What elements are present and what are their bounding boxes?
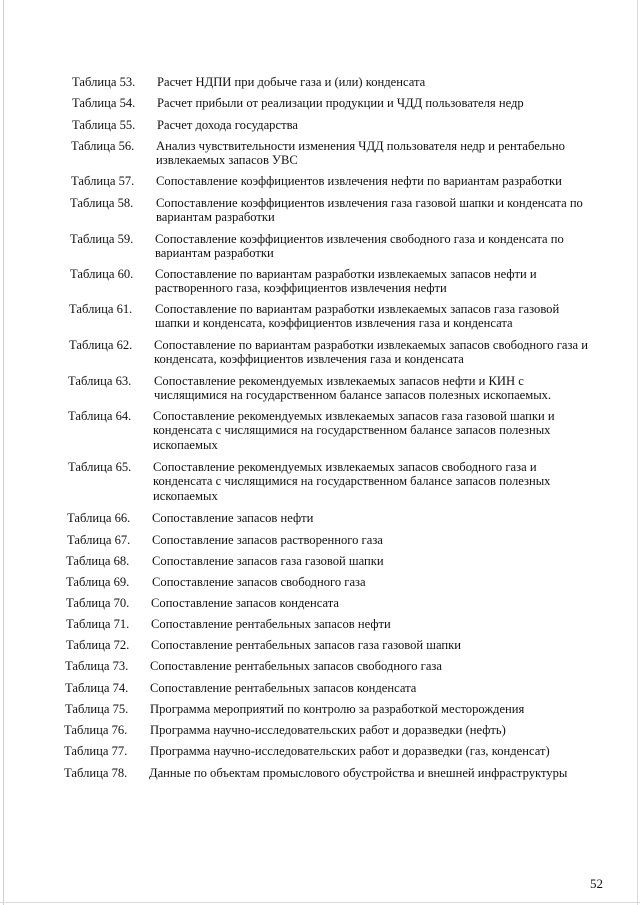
toc-entry-label: Таблица 53. <box>72 75 136 89</box>
toc-entry-label: Таблица 78. <box>64 766 128 780</box>
toc-entry-title: Сопоставление рентабельных запасов газа газовой шапки <box>151 638 462 652</box>
toc-entry-label: Таблица 64. <box>68 409 132 423</box>
toc-entry-title: Данные по объектам промыслового обустройства и внешней инфраструктуры <box>149 766 568 780</box>
toc-entry-title: Сопоставление рекомендуемых извлекаемых запасов свободного газа и конденсата с числящимися на государственном балансе запасов полезных ископаемых <box>153 460 551 503</box>
toc-entry-title: Сопоставление рентабельных запасов свободного газа <box>150 659 442 673</box>
toc-entry-title: Программа мероприятий по контролю за разработкой месторождения <box>150 702 525 716</box>
toc-entry-title: Сопоставление коэффициентов извлечения газа газовой шапки и конденсата по вариантам разработки <box>156 196 583 225</box>
toc-entry-title: Программа научно-исследовательских работ и доразведки (нефть) <box>150 723 506 737</box>
toc-entry-title: Сопоставление коэффициентов извлечения свободного газа и конденсата по вариантам разработки <box>155 232 564 261</box>
toc-entry-label: Таблица 56. <box>71 139 135 153</box>
toc-entry-title: Сопоставление запасов свободного газа <box>152 575 366 589</box>
toc-entry-title: Сопоставление рекомендуемых извлекаемых запасов нефти и КИН с числящимися на государственном балансе запасов полезных ископаемых. <box>154 374 552 403</box>
toc-entry-title: Расчет дохода государства <box>157 118 298 132</box>
toc-entry-label: Таблица 77. <box>64 744 128 758</box>
toc-entry-label: Таблица 58. <box>70 196 134 210</box>
toc-entry-title: Сопоставление коэффициентов извлечения нефти по вариантам разработки <box>156 174 562 188</box>
toc-entry-label: Таблица 69. <box>66 575 130 589</box>
toc-entry-label: Таблица 61. <box>69 302 133 316</box>
toc-entry-label: Таблица 66. <box>67 511 131 525</box>
page-number: 52 <box>590 876 603 891</box>
toc-entry-label: Таблица 68. <box>66 554 130 568</box>
toc-entry-label: Таблица 70. <box>66 596 130 610</box>
toc-entry-title: Сопоставление рентабельных запасов нефти <box>151 617 391 631</box>
toc-entry-title: Сопоставление рентабельных запасов конденсата <box>150 681 417 695</box>
toc-entry-label: Таблица 62. <box>69 338 133 352</box>
toc-entry-title: Сопоставление запасов газа газовой шапки <box>152 554 384 568</box>
toc-entry-label: Таблица 71. <box>66 617 130 631</box>
toc-entry-label: Таблица 73. <box>65 659 129 673</box>
toc-entry-label: Таблица 54. <box>72 96 136 110</box>
toc-entry-title: Сопоставление запасов растворенного газа <box>152 533 383 547</box>
toc-entry-label: Таблица 57. <box>71 174 135 188</box>
toc-entry-label: Таблица 59. <box>70 232 134 246</box>
toc-entry-label: Таблица 74. <box>65 681 129 695</box>
toc-entry-title: Сопоставление по вариантам разработки извлекаемых запасов свободного газа и конденсата, коэффициентов извлечения газа и конденсата <box>154 338 588 367</box>
toc-entry-label: Таблица 72. <box>66 638 130 652</box>
toc-entry-label: Таблица 65. <box>68 460 132 474</box>
toc-entry-label: Таблица 67. <box>67 533 131 547</box>
toc-entry-label: Таблица 75. <box>65 702 129 716</box>
toc-entry-title: Сопоставление по вариантам разработки извлекаемых запасов газа газовой шапки и конденсата, коэффициентов извлечения газа и конденсата <box>155 302 560 331</box>
toc-entry-title: Расчет НДПИ при добыче газа и (или) конденсата <box>157 75 426 89</box>
toc-entry-label: Таблица 76. <box>64 723 128 737</box>
toc-entry-label: Таблица 60. <box>70 267 134 281</box>
toc-entry-title: Анализ чувствительности изменения ЧДД пользователя недр и рентабельно извлекаемых запасов УВС <box>156 139 565 168</box>
toc-entry-title: Программа научно-исследовательских работ и доразведки (газ, конденсат) <box>150 744 550 758</box>
toc-entry-label: Таблица 55. <box>72 118 136 132</box>
toc-entry-title: Сопоставление по вариантам разработки извлекаемых запасов нефти и растворенного газа, коэффициентов извлечения нефти <box>155 267 537 296</box>
toc-entry-title: Сопоставление запасов нефти <box>152 511 314 525</box>
toc-entry-title: Сопоставление запасов конденсата <box>151 596 339 610</box>
toc-entry-label: Таблица 63. <box>68 374 132 388</box>
toc-entry-title: Сопоставление рекомендуемых извлекаемых запасов газа газовой шапки и конденсата с числящимися на государственном балансе запасов полезных ископаемых <box>153 409 555 452</box>
toc-entry-title: Расчет прибыли от реализации продукции и ЧДД пользователя недр <box>157 96 524 110</box>
